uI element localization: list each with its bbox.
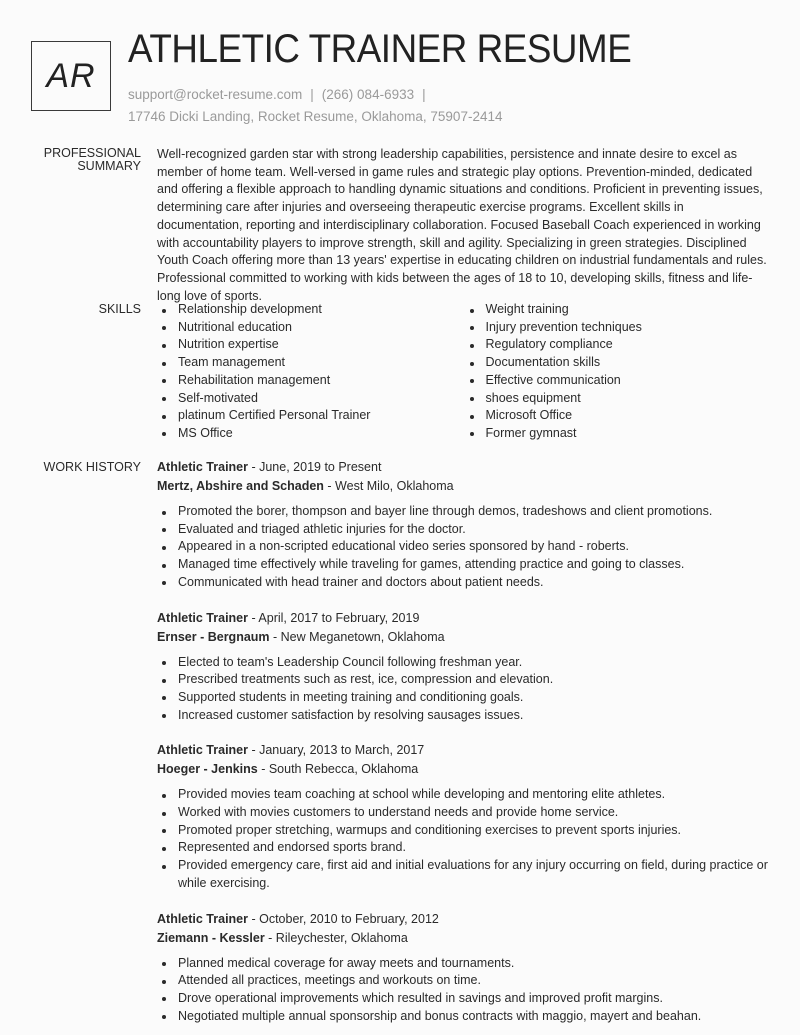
job-location: - New Meganetown, Oklahoma [269, 629, 445, 644]
job-bullets [157, 786, 772, 892]
section-label-summary [20, 147, 141, 173]
job-bullet: Elected to team's Leadership Council following freshman year. [157, 654, 772, 672]
skill-item: Nutrition expertise [157, 336, 465, 354]
job-bullets [157, 654, 772, 725]
skill-item: Former gymnast [465, 425, 773, 443]
job-bullet: Negotiated multiple annual sponsorship and bonus contracts with maggio, mayert and beahan. [157, 1008, 772, 1026]
skill-item: Weight training [465, 301, 773, 319]
job-company: Ernser - Bergnaum [157, 629, 270, 644]
skills-list-right [465, 301, 773, 443]
job-company-line [157, 760, 772, 779]
label-line: PROFESSIONAL [43, 146, 141, 160]
job-entry [157, 458, 772, 592]
skill-item: Team management [157, 354, 465, 372]
job-bullet: Attended all practices, meetings and workouts on time. [157, 972, 772, 990]
resume-title: ATHLETIC TRAINER RESUME [128, 27, 632, 71]
initials: AR [46, 56, 96, 95]
job-title: Athletic Trainer [157, 460, 248, 474]
summary-text: Well-recognized garden star with strong leadership capabilities, persistence and innate desire to excel as member of home team. Well-versed in game rules and strategic play options. Prevention-minded, dedicated and offering a flexible approach to handling dynamic situations and conditions. Proficient in preventing issues, determining care after injuries and overseeing therapeutic exercise programs. Excellent skills in documentation, reporting and interdisciplinary collaboration. Focused Baseball Coach experienced in working with accountability players to improve strength, skill and agility. Specializing in green strategies. Disciplined Youth Coach offering more than 13 years' expertise in educating children on industrial fundamentals and rules. Professional committed to working with kids between the ages of 18 to 10, developing skills, fitness and life-long love of sports. [157, 147, 767, 303]
job-bullet: Represented and endorsed sports brand. [157, 839, 772, 857]
job-location: - West Milo, Oklahoma [323, 479, 454, 493]
job-bullet: Provided emergency care, first aid and initial evaluations for any injury occurring on field, during practice or while exercising. [157, 857, 772, 892]
skill-item: Relationship development [157, 301, 465, 319]
job-bullets [157, 955, 772, 1026]
skill-item: Regulatory compliance [465, 336, 773, 354]
job-bullet: Communicated with head trainer and doctors about patient needs. [157, 574, 772, 592]
job-company: Mertz, Abshire and Schaden [157, 479, 324, 493]
separator: | [422, 87, 426, 102]
job-location: - Rileychester, Oklahoma [264, 930, 408, 945]
skill-item: Injury prevention techniques [465, 319, 773, 337]
section-label-skills: SKILLS [98, 302, 141, 316]
skills-columns [157, 301, 772, 443]
job-dates: - June, 2019 to Present [248, 460, 382, 474]
contact-info [128, 84, 502, 128]
job-dates: - April, 2017 to February, 2019 [248, 610, 420, 625]
separator: | [310, 87, 314, 102]
job-title: Athletic Trainer [157, 743, 248, 758]
job-bullet: Increased customer satisfaction by resolving sausages issues. [157, 707, 772, 725]
skill-item: MS Office [157, 425, 465, 443]
skill-item: Rehabilitation management [157, 372, 465, 390]
job-bullet: Drove operational improvements which resulted in savings and improved profit margins. [157, 990, 772, 1008]
contact-address: 17746 Dicki Landing, Rocket Resume, Oklahoma, 75907-2414 [128, 109, 503, 124]
label-line: SUMMARY [77, 159, 141, 173]
job-company-line [157, 477, 772, 496]
job-title: Athletic Trainer [157, 911, 248, 926]
skill-item: shoes equipment [465, 390, 773, 408]
job-bullets [157, 503, 772, 592]
job-bullet: Promoted the borer, thompson and bayer line through demos, tradeshows and client promotions. [157, 503, 772, 521]
job-location: - South Rebecca, Oklahoma [257, 762, 419, 777]
skill-item: Nutritional education [157, 319, 465, 337]
job-title-line [157, 741, 772, 760]
job-entry [157, 609, 772, 725]
job-bullet: Supported students in meeting training and conditioning goals. [157, 689, 772, 707]
section-label-work-history: WORK HISTORY [43, 460, 141, 474]
job-company: Ziemann - Kessler [157, 930, 265, 945]
job-entry [157, 910, 772, 1026]
job-title-line [157, 609, 772, 628]
job-bullet: Managed time effectively while traveling for games, attending practice and going to classes. [157, 556, 772, 574]
job-dates: - January, 2013 to March, 2017 [248, 743, 425, 758]
contact-email[interactable]: support@rocket-resume.com [128, 87, 303, 102]
initials-monogram [31, 41, 111, 111]
skill-item: platinum Certified Personal Trainer [157, 407, 465, 425]
skill-item: Documentation skills [465, 354, 773, 372]
skill-item: Self-motivated [157, 390, 465, 408]
job-title-line [157, 910, 772, 929]
job-company: Hoeger - Jenkins [157, 762, 258, 777]
job-bullet: Appeared in a non-scripted educational video series sponsored by hand - roberts. [157, 538, 772, 556]
job-bullet: Evaluated and triaged athletic injuries for the doctor. [157, 521, 772, 539]
skill-item: Microsoft Office [465, 407, 773, 425]
job-bullet: Promoted proper stretching, warmups and conditioning exercises to prevent sports injuries. [157, 822, 772, 840]
skills-list-left [157, 301, 465, 443]
job-bullet: Prescribed treatments such as rest, ice, compression and elevation. [157, 671, 772, 689]
job-bullet: Provided movies team coaching at school while developing and mentoring elite athletes. [157, 786, 772, 804]
contact-phone: (266) 084-6933 [321, 87, 415, 102]
job-title-line [157, 458, 772, 477]
job-list [157, 458, 772, 1035]
job-bullet: Planned medical coverage for away meets and tournaments. [157, 955, 772, 973]
job-dates: - October, 2010 to February, 2012 [248, 911, 439, 926]
job-company-line [157, 628, 772, 647]
job-title: Athletic Trainer [157, 610, 248, 625]
skill-item: Effective communication [465, 372, 773, 390]
job-entry [157, 741, 772, 892]
job-bullet: Worked with movies customers to understand needs and provide home service. [157, 804, 772, 822]
job-company-line [157, 929, 772, 948]
